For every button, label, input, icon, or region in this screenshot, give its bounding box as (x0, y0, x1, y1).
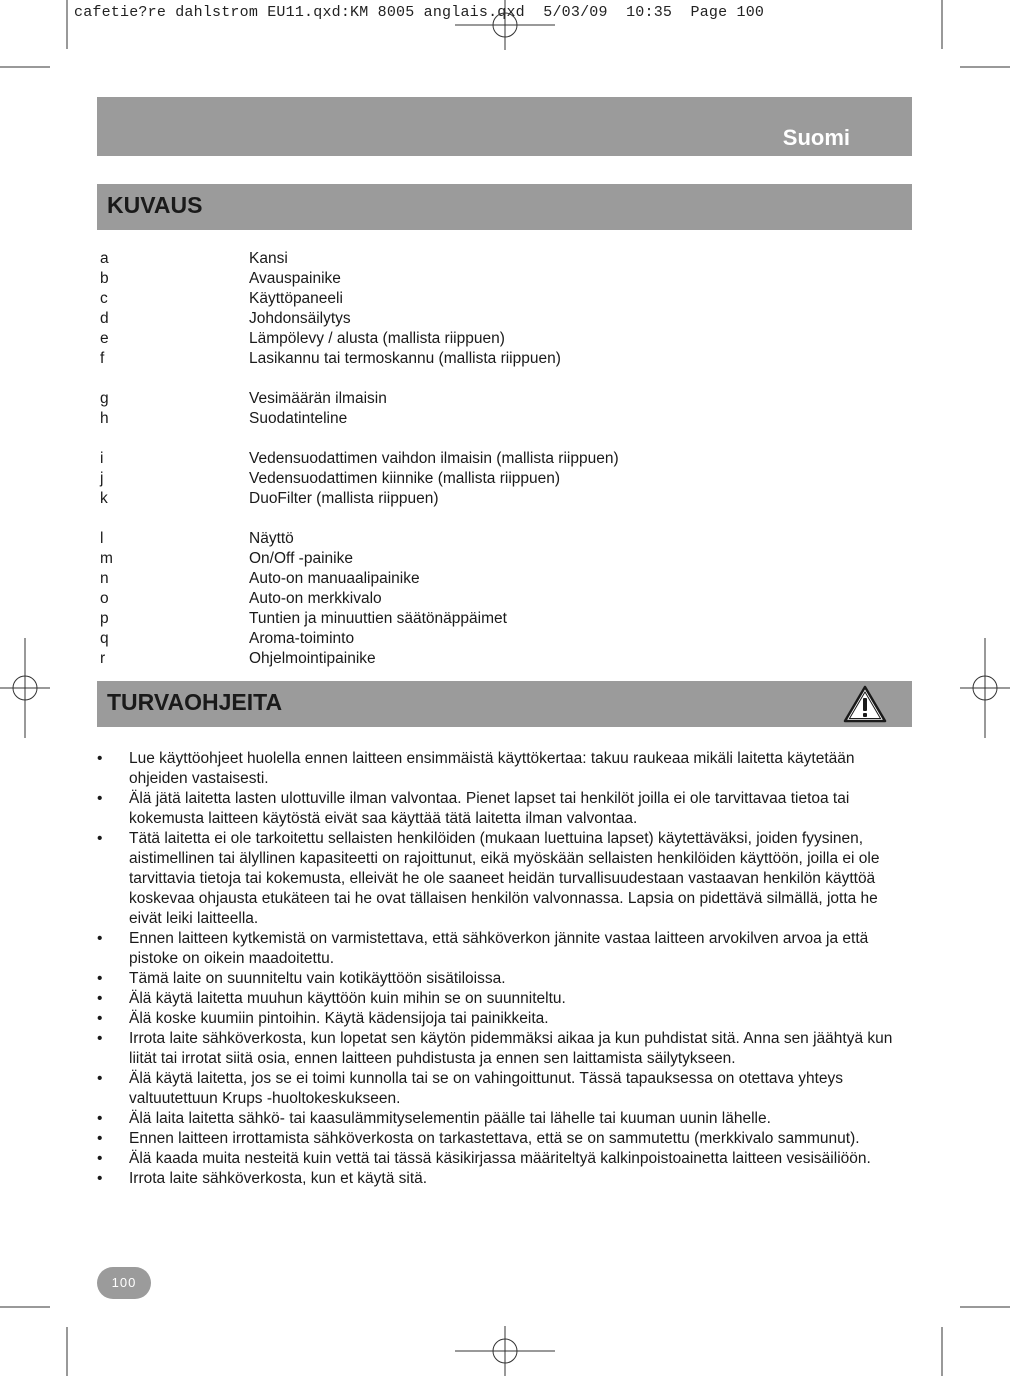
safety-item (97, 1129, 907, 1149)
bullet-icon: • (97, 1030, 103, 1047)
description-item (100, 569, 900, 589)
description-item (100, 349, 900, 369)
registration-crosshair-icon (960, 638, 1010, 738)
description-item-text: Vedensuodattimen kiinnike (mallista riippuen) (249, 470, 561, 487)
bullet-icon: • (97, 1110, 103, 1127)
description-item (100, 529, 900, 549)
description-item-letter: i (100, 450, 104, 467)
safety-item-text: Älä koske kuumiin pintoihin. Käytä kädensijoja tai painikkeita. (129, 1010, 549, 1027)
description-item-letter: k (100, 490, 108, 507)
bullet-icon: • (97, 1010, 103, 1027)
description-item-text: Ohjelmointipainike (249, 650, 376, 667)
description-item-text: Vesimäärän ilmaisin (249, 390, 387, 407)
description-item-letter: g (100, 390, 109, 407)
description-item (100, 329, 900, 349)
description-item-letter: m (100, 550, 113, 567)
safety-item (97, 1029, 907, 1069)
description-item (100, 609, 900, 629)
warning-triangle-icon (843, 685, 887, 723)
description-item-text: Käyttöpaneeli (249, 290, 343, 307)
safety-item-text: Älä kaada muita nesteitä kuin vettä tai tässä käsikirjassa määriteltyä kalkinpoistoainetta laitteen vesisäiliöön. (129, 1150, 871, 1167)
description-item-letter: f (100, 350, 105, 367)
description-item-letter: q (100, 630, 109, 647)
description-item-text: Kansi (249, 250, 288, 267)
description-item-text: Lämpölevy / alusta (mallista riippuen) (249, 330, 505, 347)
description-item-letter: l (100, 530, 104, 547)
description-item-text: Lasikannu tai termoskannu (mallista riippuen) (249, 350, 561, 367)
description-item-letter: j (100, 470, 104, 487)
description-item-letter: c (100, 290, 108, 307)
description-item-letter: r (100, 650, 106, 667)
bullet-icon: • (97, 1170, 103, 1187)
description-item-letter: p (100, 610, 109, 627)
safety-item (97, 1009, 907, 1029)
description-item-text: Avauspainike (249, 270, 341, 287)
safety-item-text: Irrota laite sähköverkosta, kun lopetat sen käytön pidemmäksi aikaa ja kun puhdistat sitä. Anna sen jäähtyä kun liität tai irrotat siitä osia, ennen laitteen puhdistusta ja ennen sen laittamista säilytykseen. (129, 1030, 893, 1067)
description-item-text: Suodatinteline (249, 410, 348, 427)
description-item (100, 449, 900, 469)
safety-item (97, 829, 907, 929)
safety-list (97, 749, 907, 1189)
description-group-gap (100, 369, 900, 389)
safety-item (97, 1109, 907, 1129)
description-item-text: On/Off -painike (249, 550, 353, 567)
safety-section-header (97, 681, 912, 727)
page-number: 100 (97, 1267, 151, 1299)
safety-item (97, 1169, 907, 1189)
safety-title: TURVAOHJEITA (107, 689, 283, 715)
description-item-letter: b (100, 270, 109, 287)
description-item-letter: n (100, 570, 109, 587)
safety-item-text: Tämä laite on suunniteltu vain kotikäyttöön sisätiloissa. (129, 970, 506, 987)
description-item-text: DuoFilter (mallista riippuen) (249, 490, 439, 507)
safety-item (97, 1069, 907, 1109)
description-section-header (97, 184, 912, 230)
description-item-text: Vedensuodattimen vaihdon ilmaisin (mallista riippuen) (249, 450, 619, 467)
description-item (100, 469, 900, 489)
description-item (100, 389, 900, 409)
safety-item-text: Ennen laitteen kytkemistä on varmistettava, että sähköverkon jännite vastaa laitteen arvokilven arvoa ja että pistoke on oikein maadoitettu. (129, 930, 869, 967)
safety-item-text: Tätä laitetta ei ole tarkoitettu sellaisten henkilöiden (mukaan luettuina lapset) käytettäväksi, joiden fyysinen, aistimellinen tai älyllinen kapasiteetti on rajoittunut, eikä myöskään sellaisten henkilöiden käyttöön, joilla ei ole tarvittavia tietoja tai kokemusta, elleivät he ole saaneet heidän turvallisuudestaan vastaavan henkilön käyttöä koskevaa ohjausta etukäteen tai he ovat tällaisen henkilön valvonnassa. Lapsia on pidettävä silmällä, jotta he eivät leiki laitteella. (129, 830, 880, 927)
safety-item-text: Lue käyttöohjeet huolella ennen laitteen ensimmäistä käyttökertaa: takuu raukeaa mikäli laitetta käytetään ohjeiden vastaisesti. (129, 750, 855, 787)
safety-item (97, 1149, 907, 1169)
description-item (100, 629, 900, 649)
safety-item (97, 969, 907, 989)
description-item (100, 649, 900, 669)
safety-item (97, 789, 907, 829)
description-item-text: Näyttö (249, 530, 294, 547)
language-header (97, 97, 912, 156)
description-item-text: Auto-on manuaalipainike (249, 570, 420, 587)
description-item-letter: h (100, 410, 109, 427)
bullet-icon: • (97, 830, 103, 847)
safety-item-text: Irrota laite sähköverkosta, kun et käytä sitä. (129, 1170, 428, 1187)
description-item-letter: d (100, 310, 109, 327)
safety-item-text: Älä jätä laitetta lasten ulottuville ilman valvontaa. Pienet lapset tai henkilöt joilla ei ole tarvittavaa tietoa tai kokemusta laitteen käytöstä eivät saa käyttää tätä laitetta ilman valvontaa. (129, 790, 850, 827)
description-item (100, 309, 900, 329)
description-item (100, 489, 900, 509)
bullet-icon: • (97, 790, 103, 807)
safety-item (97, 749, 907, 789)
bullet-icon: • (97, 1150, 103, 1167)
registration-crosshair-icon (0, 638, 50, 738)
bullet-icon: • (97, 750, 103, 767)
bullet-icon: • (97, 990, 103, 1007)
description-item-text: Tuntien ja minuuttien säätönäppäimet (249, 610, 507, 627)
bullet-icon: • (97, 930, 103, 947)
description-item-letter: a (100, 250, 109, 267)
language-label: Suomi (782, 125, 850, 150)
description-item-text: Johdonsäilytys (249, 310, 351, 327)
description-item-letter: e (100, 330, 109, 347)
safety-item-text: Älä laita laitetta sähkö- tai kaasulämmityselementin päälle tai lähelle tai kuuman uunin lähelle. (129, 1110, 771, 1127)
safety-item (97, 989, 907, 1009)
safety-item-text: Ennen laitteen irrottamista sähköverkosta on tarkastettava, että se on sammutettu (merkkivalo sammunut). (129, 1130, 860, 1147)
description-item (100, 549, 900, 569)
description-item-text: Auto-on merkkivalo (249, 590, 382, 607)
description-item (100, 589, 900, 609)
safety-item-text: Älä käytä laitetta muuhun käyttöön kuin mihin se on suunniteltu. (129, 990, 566, 1007)
description-title: KUVAUS (107, 192, 203, 218)
bullet-icon: • (97, 970, 103, 987)
description-group-gap (100, 429, 900, 449)
description-list (100, 249, 900, 669)
bullet-icon: • (97, 1070, 103, 1087)
description-item (100, 289, 900, 309)
registration-crosshair-icon (455, 1326, 555, 1376)
bullet-icon: • (97, 1130, 103, 1147)
safety-item (97, 929, 907, 969)
print-slug: cafetie?re dahlstrom EU11.qxd:KM 8005 anglais.qxd 5/03/09 10:35 Page 100 (74, 4, 765, 21)
description-item-text: Aroma-toiminto (249, 630, 355, 647)
description-item (100, 269, 900, 289)
description-group-gap (100, 509, 900, 529)
safety-item-text: Älä käytä laitetta, jos se ei toimi kunnolla tai se on vahingoittunut. Tässä tapauksessa on otettava yhteys valtuutettuun Krups -huoltokeskukseen. (129, 1070, 843, 1107)
description-item (100, 409, 900, 429)
description-item-letter: o (100, 590, 109, 607)
description-item (100, 249, 900, 269)
